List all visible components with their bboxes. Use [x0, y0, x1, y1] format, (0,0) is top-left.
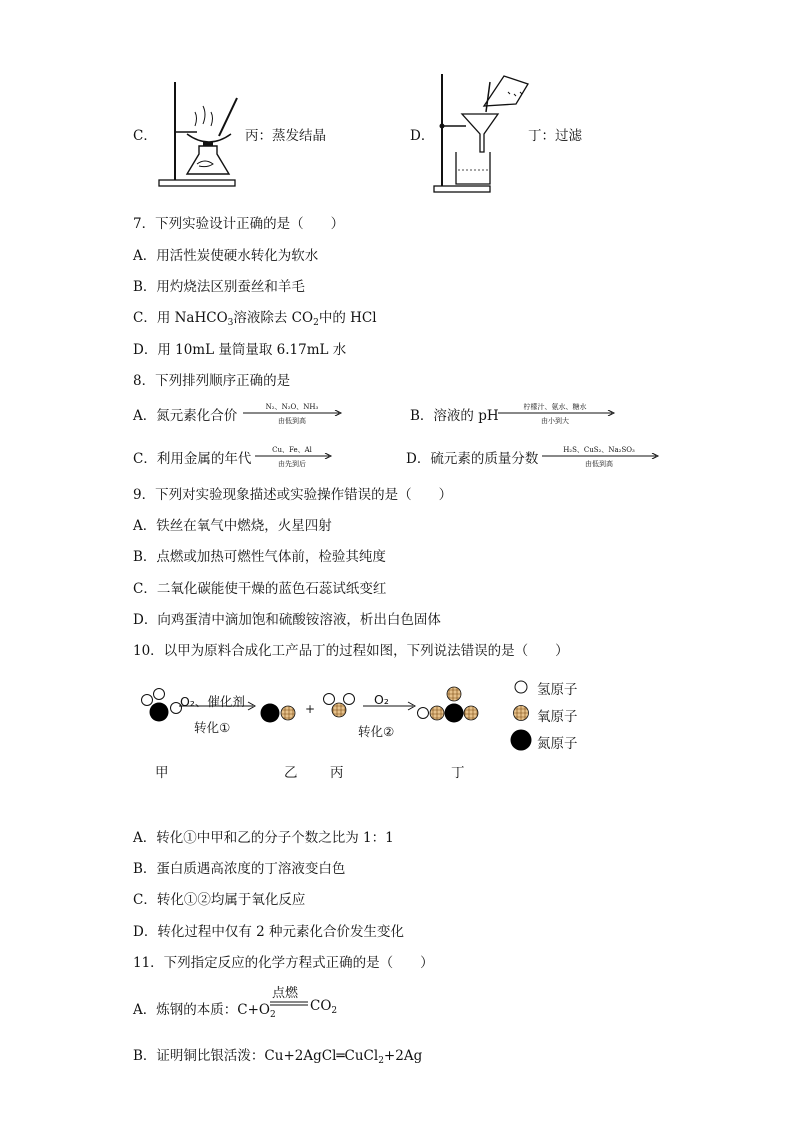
q9-option-a: A．铁丝在氧气中燃烧，火星四射 [133, 518, 332, 534]
legend-nitrogen-icon [509, 728, 533, 752]
q9-option-c: C．二氧化碳能使干燥的蓝色石蕊试纸变红 [133, 581, 387, 597]
molecule-ding [418, 687, 479, 723]
q8-b-arrow-bottom: 由小到大 [541, 417, 569, 425]
q11-a-label: A．炼钢的本质：C+O [133, 1002, 270, 1018]
label-ding: 丁 [451, 765, 465, 781]
q7-c-sub1: 3 [227, 318, 234, 328]
q11-a-product-sub: 2 [331, 1006, 338, 1016]
q10-option-c: C．转化①②均属于氧化反应 [133, 892, 306, 908]
label-yi: 乙 [284, 765, 298, 781]
q7-c-pre: C．用 NaHCO [133, 310, 228, 326]
label-jia: 甲 [155, 765, 169, 781]
q10-option-b: B．蛋白质遇高浓度的丁溶液变白色 [133, 861, 346, 877]
q10-arrow2-bottom: 转化② [358, 724, 395, 739]
q10-arrow2-top: O₂ [374, 692, 389, 707]
q8-option-d-label: D．硫元素的质量分数 [406, 451, 539, 467]
filtration-apparatus-figure [432, 70, 532, 194]
q11-option-a [133, 998, 276, 1020]
label-bing: 丙 [330, 765, 344, 781]
legend-oxygen-icon [511, 703, 531, 723]
q8-option-b-label: B．溶液的 pH [410, 408, 499, 424]
q11-a-condition: 点燃 [272, 986, 299, 1001]
legend-oxygen-label: 氧原子 [537, 709, 578, 725]
q9-option-d: D．向鸡蛋清中滴加饱和硫酸铵溶液，析出白色固体 [133, 612, 441, 628]
q10-plus: + [305, 702, 316, 716]
q11-option-b [133, 1044, 422, 1066]
legend-hydrogen-icon [512, 678, 530, 696]
legend-nitrogen-label: 氮原子 [537, 736, 578, 752]
q11-stem: 11．下列指定反应的化学方程式正确的是（ ） [133, 955, 434, 971]
q8-c-arrow-bottom: 由先到后 [278, 460, 306, 468]
molecule-bing [324, 694, 355, 718]
q8-a-arrow-bottom: 由低到高 [278, 417, 306, 425]
q7-option-c [133, 306, 377, 328]
q7-c-mid: 溶液除去 CO [233, 310, 314, 326]
q8-d-arrow-top: H₂S、CuS₂、Na₂SO₃ [563, 446, 635, 454]
q10-arrow1-bottom: 转化① [194, 720, 231, 735]
q10-option-d: D．转化过程中仅有 2 种元素化合价发生变化 [133, 924, 404, 940]
option-c-label: 丙：蒸发结晶 [245, 128, 326, 144]
q11-b-pre: B．证明铜比银活泼：Cu+2AgCl═CuCl [133, 1048, 379, 1064]
q11-a-product [310, 998, 337, 1016]
q9-stem: 9．下列对实验现象描述或实验操作错误的是（ ） [133, 487, 453, 503]
q11-b-sub: 2 [378, 1056, 384, 1066]
q7-option-a: A．用活性炭使硬水转化为软水 [133, 248, 319, 264]
q8-option-a-label: A．氮元素化合价 [133, 408, 238, 424]
q7-option-b: B．用灼烧法区别蚕丝和羊毛 [133, 279, 305, 295]
q8-a-arrow-top: N₂、N₂O、NH₃ [265, 403, 319, 411]
molecule-yi [261, 704, 296, 723]
q7-option-d: D．用 10mL 量筒量取 6.17mL 水 [133, 342, 347, 358]
q7-stem: 7．下列实验设计正确的是（ ） [133, 216, 345, 232]
q11-a-sub: 2 [269, 1010, 276, 1020]
q7-c-sub2: 2 [313, 318, 319, 328]
option-d-label: 丁：过滤 [528, 128, 582, 144]
q7-c-post: 中的 HCl [318, 310, 377, 326]
option-c-letter: C． [133, 128, 157, 144]
q11-a-product-formula: CO [310, 998, 332, 1014]
q10-stem: 10．以甲为原料合成化工产品丁的过程如图，下列说法错误的是（ ） [133, 643, 569, 659]
q8-d-arrow-bottom: 由低到高 [585, 460, 613, 468]
molecule-jia [142, 689, 182, 722]
evaporation-apparatus-figure [157, 78, 239, 190]
legend-hydrogen-label: 氢原子 [537, 682, 578, 698]
q8-option-c-label: C．利用金属的年代 [133, 451, 252, 467]
q10-option-a: A．转化①中甲和乙的分子个数之比为 1：1 [133, 830, 394, 846]
q9-option-b: B．点燃或加热可燃性气体前，检验其纯度 [133, 549, 386, 565]
q8-stem: 8．下列排列顺序正确的是 [133, 373, 291, 389]
option-d-letter: D． [410, 128, 435, 144]
q10-arrow1-top: O₂、催化剂 [180, 694, 245, 709]
q11-b-post: +2Ag [383, 1048, 423, 1064]
q8-b-arrow-top: 柠檬汁、氨水、糖水 [523, 403, 587, 411]
q11-a-equal-sign [270, 1001, 310, 1007]
q8-c-arrow-top: Cu、Fe、Al [272, 446, 312, 454]
